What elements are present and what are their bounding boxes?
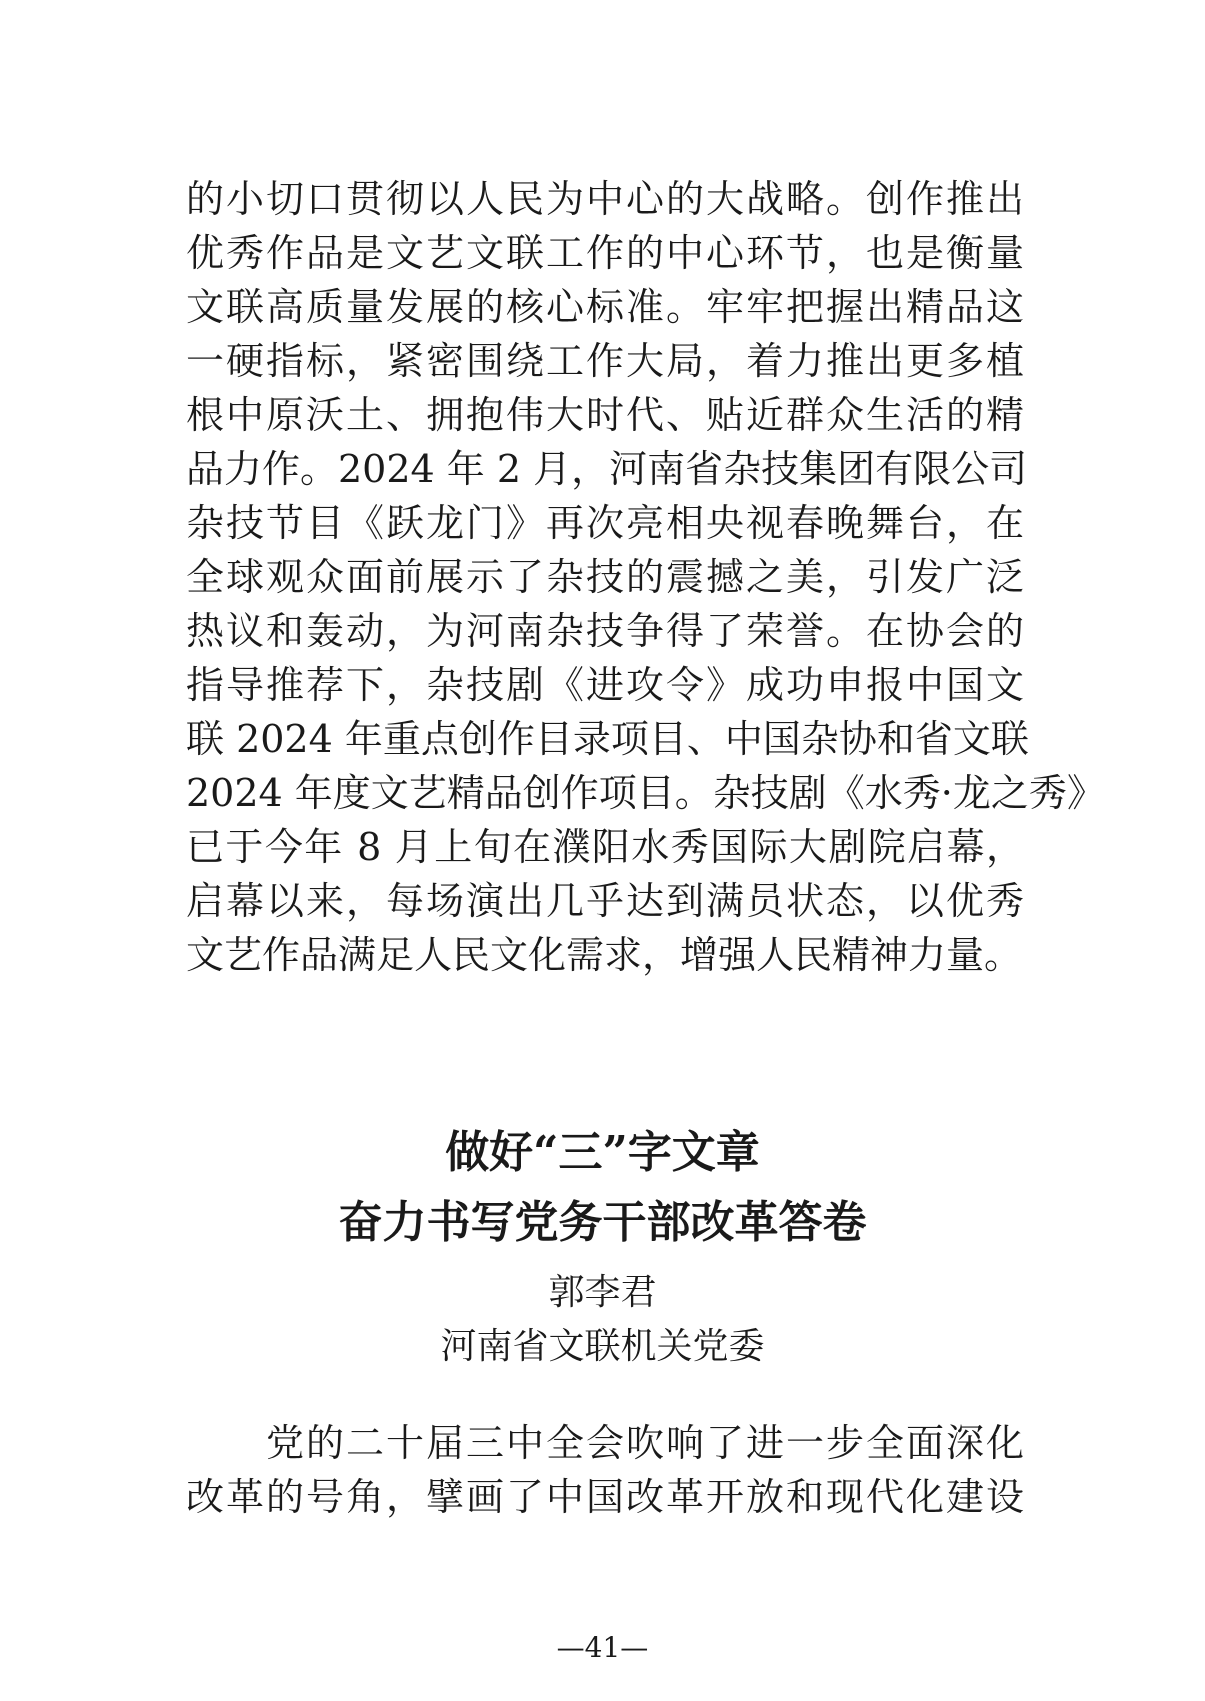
- text-line: 联 2024 年重点创作目录项目、中国杂协和省文联: [186, 717, 1029, 761]
- text-line: 根中原沃土、拥抱伟大时代、贴近群众生活的精: [186, 393, 1024, 437]
- text-line: 品力作。2024 年 2 月，河南省杂技集团有限公司: [186, 447, 1028, 491]
- text-line: 已于今年 8 月上旬在濮阳水秀国际大剧院启幕，: [186, 825, 1024, 869]
- title-line-2: 奋力书写党务干部改革答卷: [338, 1197, 867, 1248]
- text-line: 党的二十届三中全会吹响了进一步全面深化: [186, 1421, 1024, 1465]
- text-line: 文艺作品满足人民文化需求，增强人民精神力量。: [186, 933, 1023, 977]
- upper-paragraph: [186, 172, 1105, 982]
- text-line: 2024 年度文艺精品创作项目。杂技剧《水秀·龙之秀》: [186, 771, 1105, 815]
- article-title: [0, 1118, 1205, 1258]
- text-line: 的小切口贯彻以人民为中心的大战略。创作推出: [186, 177, 1024, 221]
- text-line: 改革的号角，擘画了中国改革开放和现代化建设: [186, 1475, 1024, 1519]
- text-line: 热议和轰动，为河南杂技争得了荣誉。在协会的: [186, 609, 1024, 653]
- text-line: 文联高质量发展的核心标准。牢牢把握出精品这: [186, 285, 1024, 329]
- author-name: 郭李君: [548, 1272, 657, 1313]
- author-affiliation: 河南省文联机关党委: [440, 1326, 765, 1367]
- text-line: 优秀作品是文艺文联工作的中心环节，也是衡量: [186, 231, 1024, 275]
- page-number: —41—: [556, 1631, 649, 1664]
- lower-paragraph: [186, 1416, 1024, 1524]
- text-line: 启幕以来，每场演出几乎达到满员状态，以优秀: [186, 879, 1024, 923]
- text-line: 一硬指标，紧密围绕工作大局，着力推出更多植: [186, 339, 1024, 383]
- title-line-1: 做好“三”字文章: [445, 1127, 760, 1178]
- text-line: 全球观众面前展示了杂技的震撼之美，引发广泛: [186, 555, 1024, 599]
- text-line: 杂技节目《跃龙门》再次亮相央视春晚舞台，在: [186, 501, 1024, 545]
- text-line: 指导推荐下，杂技剧《进攻令》成功申报中国文: [186, 663, 1024, 707]
